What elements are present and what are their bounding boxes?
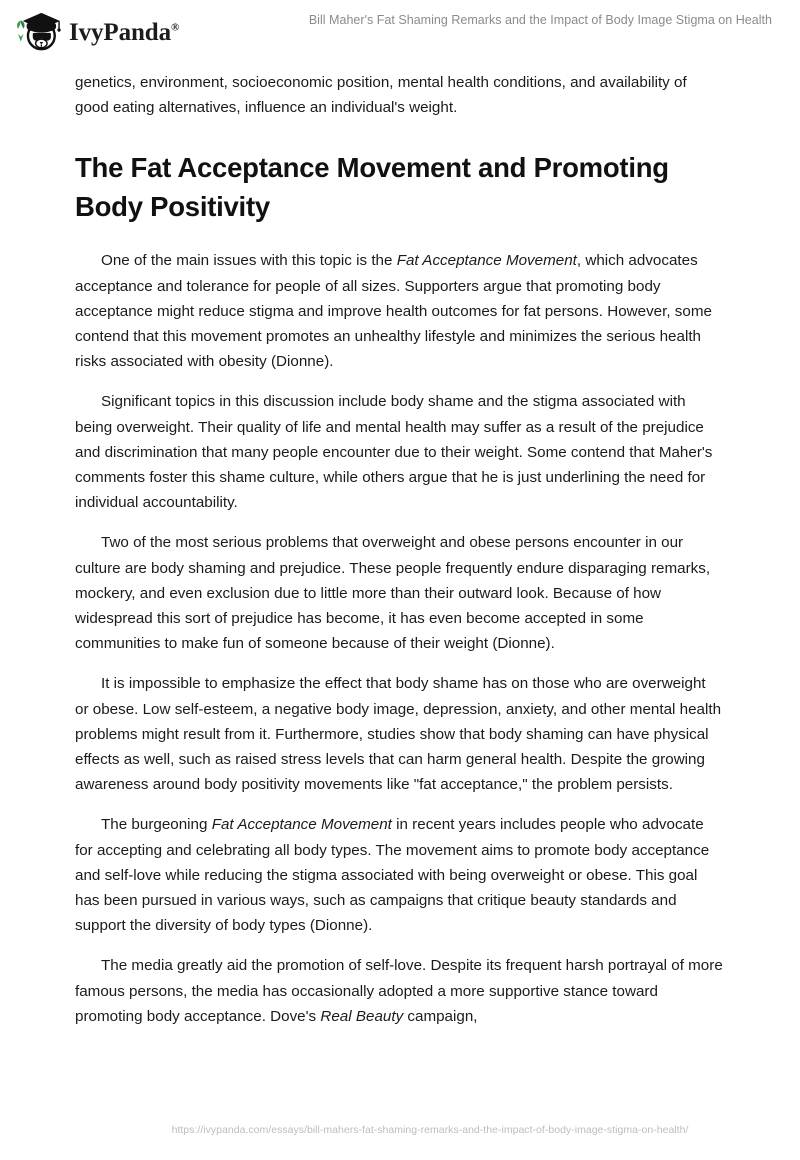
body-paragraph: [75, 248, 723, 374]
italic-title-text: Real Beauty: [320, 1007, 404, 1025]
body-paragraph: [75, 812, 723, 938]
paragraph-text: Significant topics in this discussion include body shame and the stigma associated with being overweight. Their quality of life and mental health may suffer as a result of the prejudice and discrimination that many people encounter due to their weight. Some contend that Maher's comments foster this shame culture, while others argue that he is just underlining the need for individual accountability.: [75, 393, 713, 512]
brand-logo-link[interactable]: [14, 9, 179, 53]
registered-trademark-mark: ®: [171, 21, 180, 34]
paragraph-text: The media greatly aid the promotion of self-love. Despite its frequent harsh portrayal of more famous persons, the media has occasionally adopted a more supportive stance toward promoting body acceptance. Dove's: [75, 957, 723, 1025]
paragraph-text: campaign,: [403, 1007, 478, 1025]
paragraph-text: The burgeoning: [101, 816, 212, 834]
panda-graduate-logo-icon: [14, 9, 62, 53]
body-paragraph: [75, 530, 723, 656]
section-heading: The Fat Acceptance Movement and Promoting Body Positivity: [75, 152, 669, 223]
essay-body: [75, 70, 723, 1029]
brand-name-text: IvyPanda: [69, 18, 172, 46]
paragraph-text: , which advocates acceptance and tolerance for people of all sizes. Supporters argue that promoting body acceptance might reduce stigma and improve health outcomes for fat persons. However, some contend that this movement promotes an unhealthy lifestyle and minimizes the serious health risks associated with obesity (Dionne).: [75, 252, 712, 371]
source-url-link[interactable]: https://ivypanda.com/essays/bill-mahers-fat-shaming-remarks-and-the-impact-of-body-image-stigma-on-health/: [171, 1124, 689, 1136]
page-header: [0, 0, 800, 62]
paragraph-text: in recent years includes people who advocate for accepting and celebrating all body types. The movement aims to promote body acceptance and self-love while reducing the stigma associated with being overweight or obese. This goal has been pursued in various ways, such as campaigns that critique beauty standards and support the diversity of body types (Dionne).: [75, 816, 710, 935]
body-paragraph: [75, 671, 723, 797]
continued-paragraph: genetics, environment, socioeconomic position, mental health conditions, and availability of good eating alternatives, influence an individual's weight.: [75, 74, 687, 117]
page-footer: [0, 1120, 800, 1138]
body-paragraph: [75, 953, 723, 1029]
body-paragraph: [75, 389, 723, 515]
paragraph-text: One of the main issues with this topic is the: [101, 252, 397, 270]
italic-title-text: Fat Acceptance Movement: [211, 816, 392, 834]
document-title-header: Bill Maher's Fat Shaming Remarks and the Impact of Body Image Stigma on Health: [308, 13, 772, 27]
paragraph-text: It is impossible to emphasize the effect that body shame has on those who are overweight or obese. Low self-esteem, a negative body image, depression, anxiety, and other mental health problems might result from it. Furthermore, studies show that body shaming can have physical effects as well, such as raised stress levels that can harm general health. Despite the growing awareness around body positivity movements like "fat acceptance," the problem persists.: [75, 675, 722, 794]
italic-title-text: Fat Acceptance Movement: [396, 252, 577, 270]
brand-wordmark: [69, 20, 179, 45]
paragraph-text: Two of the most serious problems that overweight and obese persons encounter in our culture are body shaming and prejudice. These people frequently endure disparaging remarks, mockery, and even exclusion due to little more than their outward look. Because of how widespread this sort of prejudice has become, it has even become accepted in some communities to make fun of someone because of their weight (Dionne).: [75, 534, 711, 653]
